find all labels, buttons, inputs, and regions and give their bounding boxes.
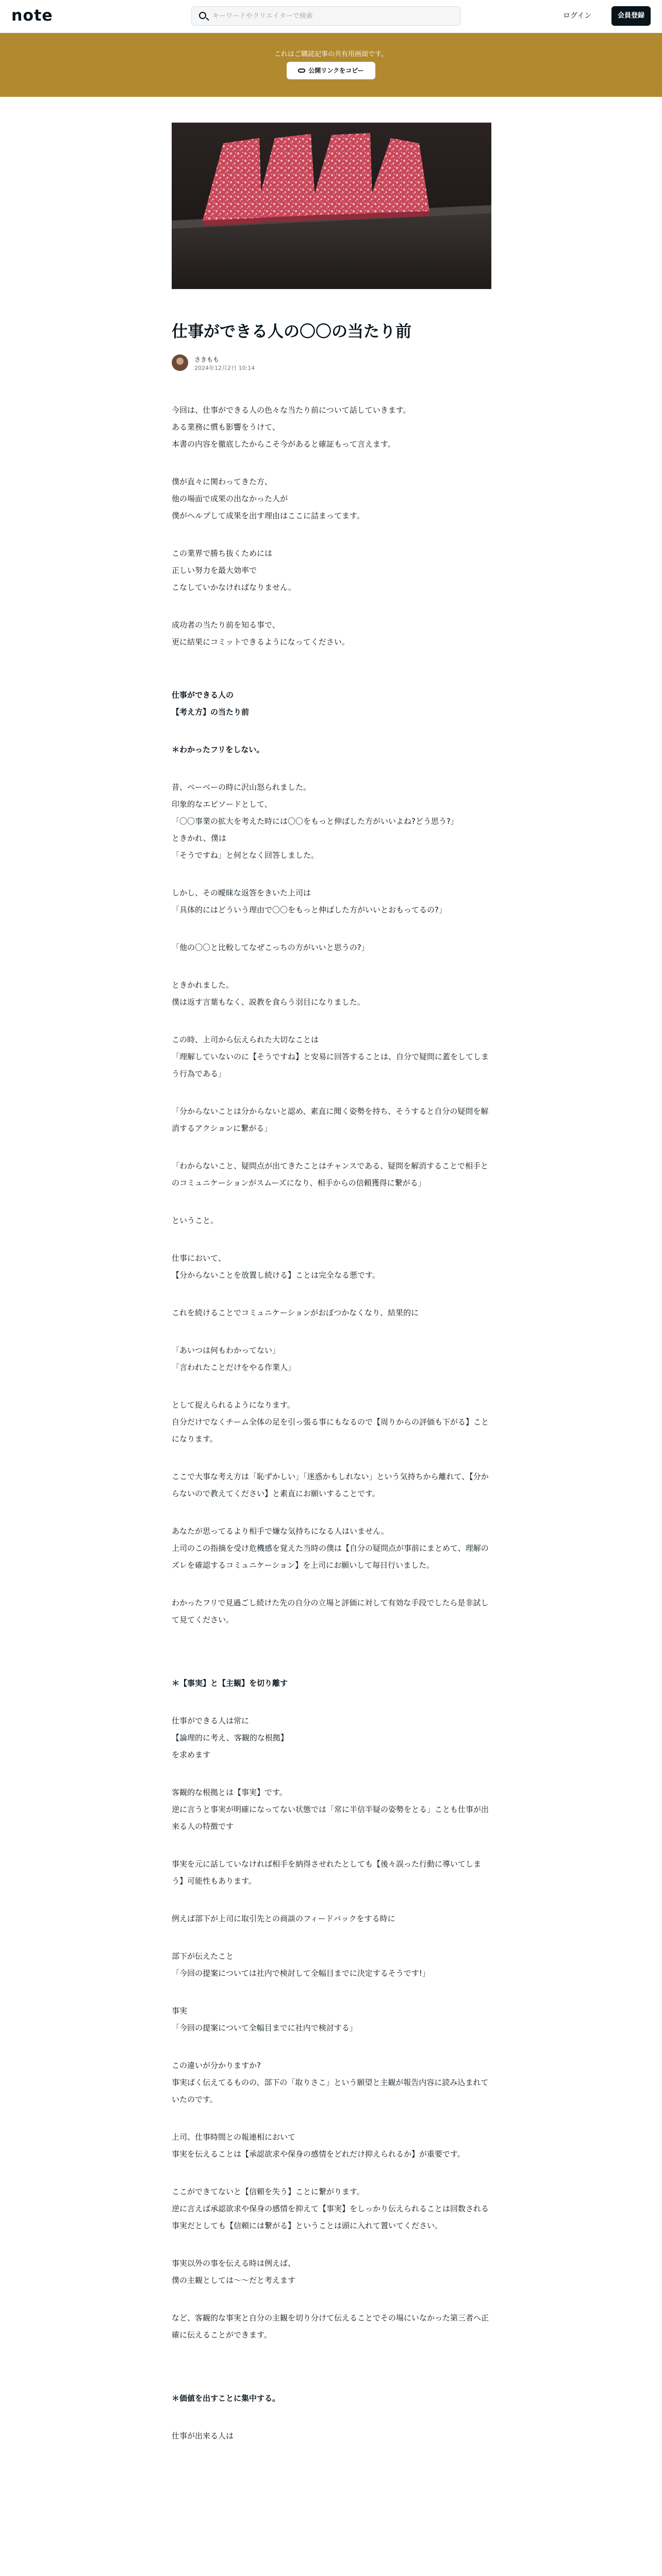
article-body: [172, 402, 491, 2445]
paragraph: これを続けることでコミュニケーションがおぼつかなくなり、結果的に: [172, 1308, 419, 1317]
paragraph: ということ。: [172, 1216, 219, 1225]
paragraph: わかったフリで見過ごし続けた先の自分の立場と評価に対して有効な手段でしたら是非試して見てください。: [172, 1598, 489, 1624]
link-icon: [298, 69, 305, 73]
site-header: [0, 0, 662, 33]
paragraph: 例えば部下が上司に取引先との商談のフィードバックをする時に: [172, 1914, 395, 1923]
paragraph: 僕が直々に関わってきた方、 他の場面で成果の出なかった人が 僕がヘルプして成果を出す理由はここに詰まってます。: [172, 477, 365, 520]
avatar[interactable]: [172, 354, 188, 371]
paragraph: など、客観的な事実と自分の主観を切り分けて伝えることでその場にいなかった第三者へ正確に伝えることができます。: [172, 2313, 489, 2340]
author-name[interactable]: さきもも: [194, 356, 220, 363]
paragraph: 「分からないことは分からないと認め、素直に聞く姿勢を持ち、そうすると自分の疑問を解消するアクションに繋がる」: [172, 1107, 489, 1133]
copy-link-button[interactable]: [287, 62, 375, 79]
paragraph: ここができてないと【信頼を失う】ことに繋がります。 逆に言えば承認欲求や保身の感情を抑えて【事実】をしっかり伝えられることは回数される事実だとしても【信頼には繋がる】ということは頭に入れて置いてください。: [172, 2187, 489, 2230]
paragraph: ときかれました。 僕は返す言葉もなく、説教を食らう羽目になりました。: [172, 980, 365, 1007]
paragraph: 昔、ベーベーの時に沢山怒られました。 印象的なエピソードとして、 「〇〇事業の拡大を考えた時には〇〇をもっと伸ばした方がいいよね?どう思う?」 ときかれ、僕は 「そうですね」と何となく回答しました。: [172, 783, 458, 860]
article: [172, 319, 491, 2465]
paragraph: 仕事ができる人は常に 【論理的に考え、客観的な根拠】 を求めます: [172, 1716, 288, 1759]
paragraph: しかし、その曖昧な返答をきいた上司は 「具体的にはどういう理由で〇〇をもっと伸ばした方がいいとおもってるの?」: [172, 888, 446, 914]
post-date: 2024年12月2日 10:14: [194, 365, 255, 371]
subsection-heading: ＊価値を出すことに集中する。: [172, 2394, 280, 2403]
paragraph: 上司、仕事時間との報連相において 事実を伝えることは【承認欲求や保身の感情をどれだけ抑えられるか】が重要です。: [172, 2132, 465, 2159]
paragraph: ここで大事な考え方は「恥ずかしい」「迷惑かもしれない」という気持ちから離れて、【分からないので教えてください】と素直にお願いすることです。: [172, 1472, 489, 1498]
paragraph: 事実以外の事を伝える時は例えば、 僕の主観としては〜〜だと考えます: [172, 2259, 296, 2285]
login-link[interactable]: ログイン: [563, 12, 592, 20]
paragraph: 事実 「今回の提案について全幅目までに社内で検討する」: [172, 2006, 357, 2032]
subsection-heading: ＊わかったフリをしない。: [172, 745, 264, 754]
paragraph: この違いが分かりますか? 事実ばく伝えてるものの、部下の「取りさこ」という願望と主観が報告内容に読み込まれていたのです。: [172, 2061, 489, 2104]
section-heading: 仕事ができる人の 【考え方】の当たり前: [172, 690, 250, 717]
note-logo[interactable]: note: [11, 7, 53, 25]
subsection-heading: ＊【事実】と【主観】を切り離す: [172, 1679, 288, 1688]
author-info: [172, 354, 491, 376]
eyecatch-image: [172, 123, 491, 289]
paragraph: 「他の〇〇と比較してなぜこっちの方がいいと思うの?」: [172, 943, 369, 952]
banner-message: これはご購読記事の共有用画面です。: [274, 50, 388, 58]
paragraph: 成功者の当たり前を知る事で、 更に結果にコミットできるようになってください。: [172, 620, 350, 647]
paragraph: 仕事において、 【分からないことを放置し続ける】ことは完全なる悪です。: [172, 1253, 380, 1280]
paragraph: この業界で勝ち抜くためには 正しい努力を最大効率で こなしていかなければなりません。: [172, 549, 296, 592]
paragraph: 今回は、仕事ができる人の色々な当たり前について話していきます。 ある業務に慣も影響をうけて、 本書の内容を徹底したからこそ今があると確証もって言えます。: [172, 405, 411, 449]
copy-link-label: 公開リンクをコピー: [308, 67, 364, 74]
paragraph: 「あいつは何もわかってない」 「言われたことだけをやる作業人」: [172, 1346, 296, 1372]
paragraph: 客観的な根拠とは【事実】です。 逆に言うと事実が明確になってない状態では「常に半信半疑の姿勢をとる」ことも仕事が出来る人の特徴です: [172, 1788, 489, 1831]
paragraph: 仕事が出来る人は: [172, 2431, 234, 2441]
signup-button[interactable]: 会員登録: [611, 6, 651, 26]
paragraph: 「わからないこと、疑問点が出てきたことはチャンスである、疑問を解消することで相手とのコミュニケーションがスムーズになり、相手からの信頼獲得に繋がる」: [172, 1161, 489, 1188]
paragraph: あなたが思ってるより相手で嫌な気持ちになる人はいません。 上司のこの指摘を受け危機感を覚えた当時の僕は【自分の疑問点が事前にまとめて、理解のズレを確認するコミュニケーション】を上司にお願いして毎日行いました。: [172, 1527, 489, 1570]
search-box[interactable]: [191, 6, 461, 26]
search-input[interactable]: [212, 7, 455, 25]
article-title: 仕事ができる人の〇〇の当たり前: [172, 323, 411, 341]
paragraph: 部下が伝えたこと 「今回の提案については社内で検討して全幅目までに決定するそうです!」: [172, 1952, 430, 1978]
paragraph: 事実を元に話していなければ相手を納得させれたとしても【後々誤った行動に導いてしまう】可能性もあります。: [172, 1859, 482, 1886]
paragraph: として捉えられるようになります。 自分だけでなくチーム全体の足を引っ張る事にもなるので【周りからの評価も下がる】ことになります。: [172, 1400, 489, 1444]
paragraph: この時、上司から伝えられた大切なことは 「理解していないのに【そうですね】と安易に回答することは、自分で疑問に蓋をしてしまう行為である」: [172, 1035, 489, 1078]
search-icon: [199, 12, 206, 19]
share-banner: [0, 33, 662, 97]
